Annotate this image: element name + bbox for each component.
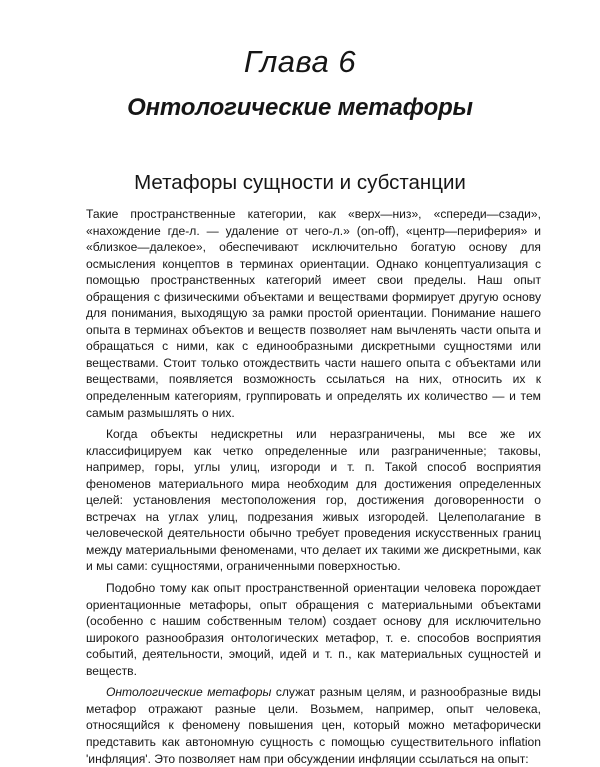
- section-heading: Метафоры сущности и субстанции: [134, 171, 466, 194]
- paragraph-3: Подобно тому как опыт пространственной ориентации человека порождает ориентационные метафоры, опыт обращения с материальными объектами (особенно с нашим собственным телом) создает основу для исключительно широкого разнообразия онтологических метафор, т. е. способов восприятия событий, деятельности, эмоций, идей и т. п., как материальных сущностей и веществ.: [86, 581, 541, 678]
- paragraph-4-text: служат разным целям, и разнообразные виды метафор отражают разные цели. Возьмем, например, опыт человека, относящийся к феномену повышения цен, который можно метафорически представить как автономную сущность с помощью существительного inflation 'инфляция'. Это позволяет нам при обсуждении инфляции ссылаться на опыт:: [86, 685, 541, 766]
- paragraph-2: Когда объекты недискретны или неразграничены, мы все же их классифицируем как четко определенные или разграниченные; таковы, например, горы, углы улиц, изгороди и т. п. Такой способ восприятия феноменов материального мира необходим для достижения определенных целей: установления местоположения гор, достижения договоренности о встречах на углах улиц, подрезания живых изгородей. Целеполагание в человеческой деятельности обычно требует проведения искусственных границ между материальными феноменами, что делает их такими же дискретными, как и мы сами: сущностями, ограниченными поверхностью.: [86, 427, 541, 574]
- paragraph-1: Такие пространственные категории, как «верх—низ», «спереди—сзади», «нахождение где-л. — удаление от чего-л.» (on-off), «центр—периферия» и «близкое—далекое», обеспечивают исключительно богатую основу для осмысления концептов в терминах ориентации. Однако концептуализация с помощью пространственных категорий имеет свои пределы. Наш опыт обращения с физическими объектами и веществами формирует другую основу для понимания, выходящую за рамки простой ориентации. Понимание нашего опыта в терминах объектов и веществ позволяет нам вычленять части опыта и обращаться с ними, как с единообразными дискретными сущностями или веществами. Стоит только отождествить части нашего опыта с объектами или веществами, появляется возможность ссылаться на них, относить их к определенным категориям, группировать и определять их количество — и тем самым размышлять о них.: [86, 207, 541, 420]
- chapter-title: Онтологические метафоры: [127, 94, 473, 121]
- chapter-heading: Глава 6: [243, 44, 357, 79]
- emphasized-term: Онтологические метафоры: [106, 685, 272, 700]
- paragraph-4: [86, 684, 541, 767]
- body-text: [86, 206, 541, 767]
